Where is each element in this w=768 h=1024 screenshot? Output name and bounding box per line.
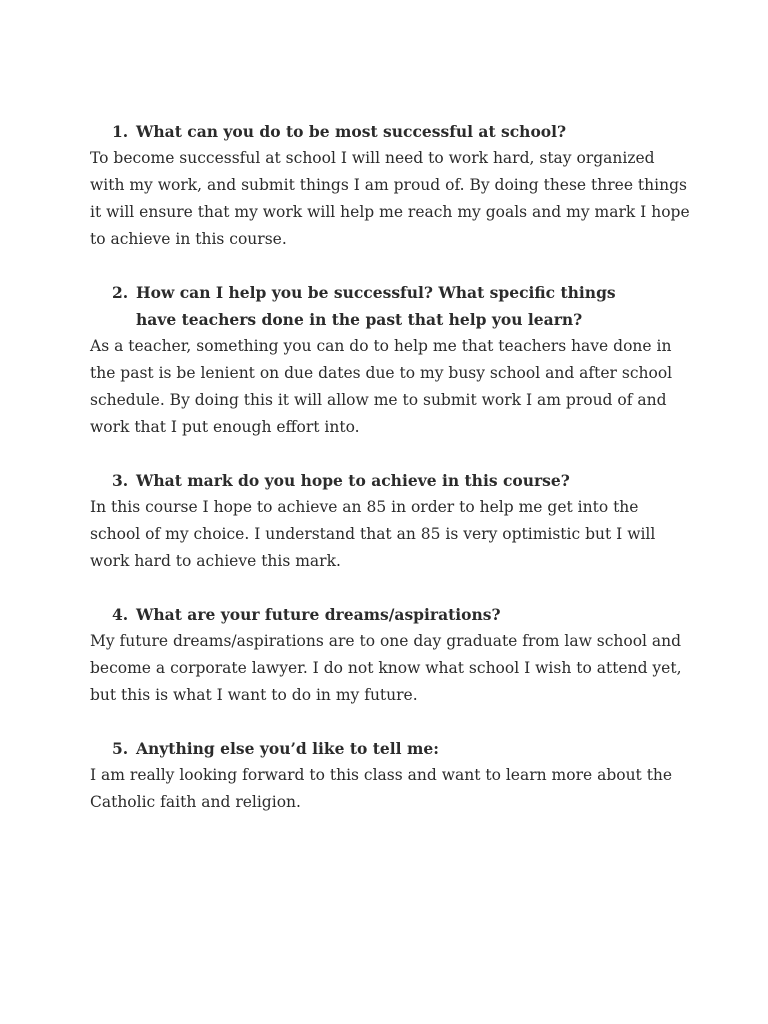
answer-3: In this course I hope to achieve an 85 in order to help me get into the school of my choice. I understand that an 85 is very optimistic but I will work hard to achieve this mark. — [90, 498, 656, 570]
answer-5: I am really looking forward to this class and want to learn more about the Catholic faith and religion. — [90, 766, 673, 811]
answer-1: To become successful at school I will need to work hard, stay organized with my work, and submit things I am proud of. By doing these three things it will ensure that my work will help me reach my goals and my mark I hope to achieve in this course. — [90, 149, 690, 248]
question-1 — [90, 118, 690, 145]
question-number: 4. — [112, 605, 129, 624]
document-page — [90, 118, 690, 842]
answer-4: My future dreams/aspirations are to one day graduate from law school and become a corporate lawyer. I do not know what school I wish to attend yet, but this is what I want to do in my future. — [90, 632, 682, 704]
question-number: 2. — [112, 283, 129, 302]
question-text: What are your future dreams/aspirations? — [136, 605, 501, 624]
qa-item-1 — [90, 118, 690, 253]
question-5 — [90, 735, 690, 762]
question-text: Anything else you’d like to tell me: — [136, 739, 439, 758]
question-number: 5. — [112, 739, 129, 758]
answer-2: As a teacher, something you can do to help me that teachers have done in the past is be lenient on due dates due to my busy school and after school schedule. By doing this it will allow me to submit work I am proud of and work that I put enough effort into. — [90, 337, 673, 436]
question-text: What can you do to be most successful at school? — [136, 122, 567, 141]
qa-item-3 — [90, 467, 690, 575]
qa-item-4 — [90, 601, 690, 709]
question-2 — [90, 279, 690, 333]
qa-item-5 — [90, 735, 690, 816]
question-number: 3. — [112, 471, 129, 490]
question-4 — [90, 601, 690, 628]
question-text: What mark do you hope to achieve in this course? — [136, 471, 570, 490]
qa-item-2 — [90, 279, 690, 441]
question-number: 1. — [112, 122, 129, 141]
question-3 — [90, 467, 690, 494]
question-text: How can I help you be successful? What specific things have teachers done in the past that help you learn? — [136, 283, 616, 329]
